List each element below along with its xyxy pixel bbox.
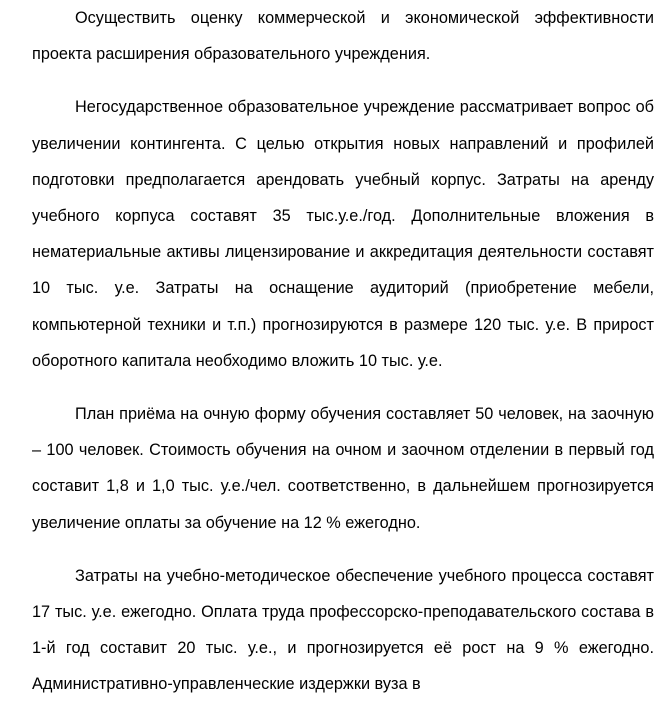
paragraph-admission-plan: План приёма на очную форму обучения составляет 50 человек, на заочную – 100 человек. Стоимость обучения на очном и заочном отделении в первый год составит 1,8 и 1,0 тыс. у.е./чел. соответственно, в дальнейшем прогнозируется увеличение оплаты за обучение на 12 % ежегодно. bbox=[32, 405, 654, 532]
paragraph-investments: Негосударственное образовательное учреждение рассматривает вопрос об увеличении контингента. С целью открытия новых направлений и профилей подготовки предполагается арендовать учебный корпус. Затраты на аренду учебного корпуса составят 35 тыс.у.е./год. Дополнительные вложения в нематериальные активы лицензирование и аккредитация деятельности составят 10 тыс. у.е. Затраты на оснащение аудиторий (приобретение мебели, компьютерной техники и т.п.) прогнозируются в размере 120 тыс. у.е. В прирост оборотного капитала необходимо вложить 10 тыс. у.е. bbox=[32, 98, 654, 370]
paragraph-task: Осуществить оценку коммерческой и экономической эффективности проекта расширения образовательного учреждения. bbox=[32, 9, 654, 64]
paragraph-costs: Затраты на учебно-методическое обеспечение учебного процесса составят 17 тыс. у.е. ежегодно. Оплата труда профессорско-преподавательского состава в 1-й год составит 20 тыс. у.е., и прогнозируется её рост на 9 % ежегодно. Административно-управленческие издержки вуза в bbox=[32, 566, 654, 694]
document-page bbox=[32, 0, 654, 703]
